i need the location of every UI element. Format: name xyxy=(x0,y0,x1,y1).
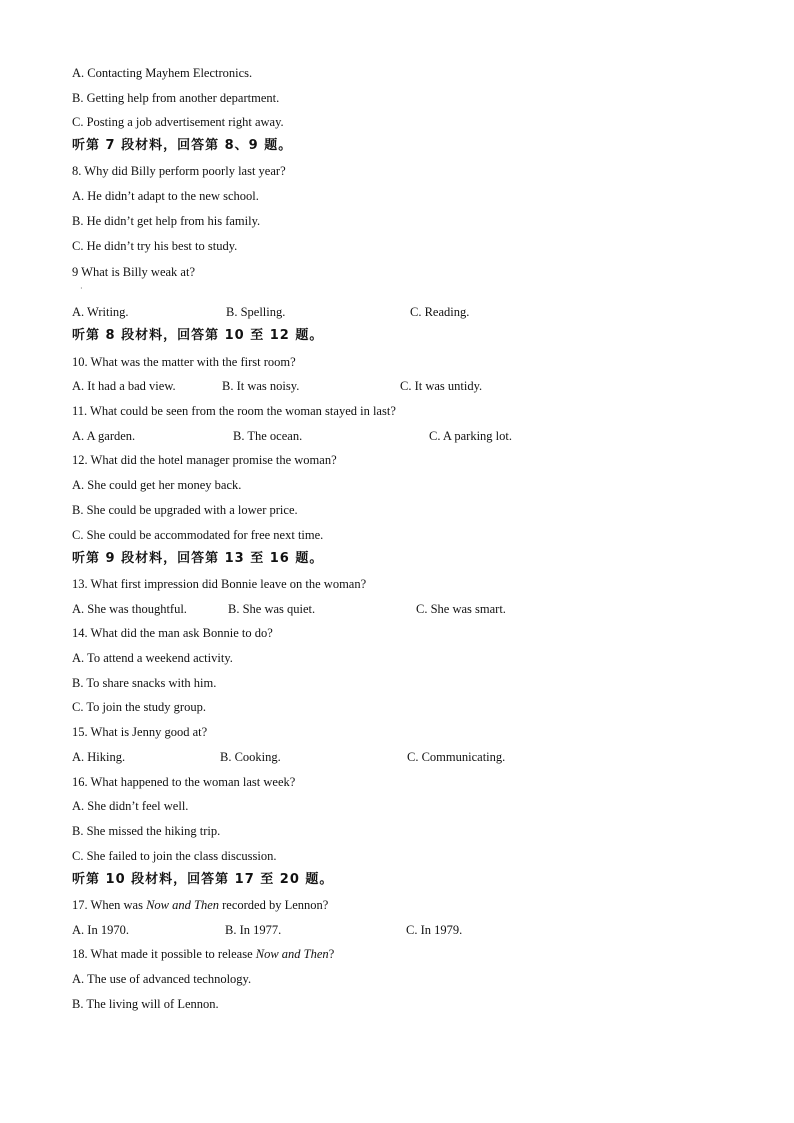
option-line: B. The living will of Lennon. xyxy=(72,997,219,1011)
option-line: B. She could be upgraded with a lower price. xyxy=(72,503,298,517)
question-13: 13. What first impression did Bonnie leave on the woman? xyxy=(72,577,367,591)
option-line: A. To attend a weekend activity. xyxy=(72,651,233,665)
section-heading: 听第 10 段材料，回答第 17 至 20 题。 xyxy=(72,872,334,887)
option-b: B. The ocean. xyxy=(233,429,303,443)
option-b: B. It was noisy. xyxy=(222,379,300,393)
question-8: 8. Why did Billy perform poorly last year? xyxy=(72,164,286,178)
option-a: A. It had a bad view. xyxy=(72,379,176,393)
section-heading: 听第 8 段材料，回答第 10 至 12 题。 xyxy=(72,328,324,343)
option-c: C. In 1979. xyxy=(406,923,463,937)
section-heading: 听第 9 段材料，回答第 13 至 16 题。 xyxy=(72,551,324,566)
option-c: C. She was smart. xyxy=(416,602,506,616)
option-line: B. To share snacks with him. xyxy=(72,676,217,690)
question-16: 16. What happened to the woman last week? xyxy=(72,775,296,789)
question-10: 10. What was the matter with the first room? xyxy=(72,355,296,369)
option-c: C. Communicating. xyxy=(407,750,506,764)
option-b: B. She was quiet. xyxy=(228,602,316,616)
option-b: B. Cooking. xyxy=(220,750,281,764)
option-line: A. She could get her money back. xyxy=(72,478,242,492)
option-line: C. He didn’t try his best to study. xyxy=(72,239,238,253)
question-text: ? xyxy=(328,947,335,961)
question-18 xyxy=(72,946,334,962)
option-line: A. Contacting Mayhem Electronics. xyxy=(72,66,253,80)
option-line: B. She missed the hiking trip. xyxy=(72,824,221,838)
question-14: 14. What did the man ask Bonnie to do? xyxy=(72,626,273,640)
option-c: C. It was untidy. xyxy=(400,379,483,393)
option-a: A. A garden. xyxy=(72,429,136,443)
option-line: C. She could be accommodated for free next time. xyxy=(72,528,324,542)
option-c: C. A parking lot. xyxy=(429,429,512,443)
question-text: recorded by Lennon? xyxy=(219,898,329,912)
question-9: 9 What is Billy weak at? xyxy=(72,265,196,279)
option-line: A. She didn’t feel well. xyxy=(72,799,189,813)
option-line: C. She failed to join the class discussion. xyxy=(72,849,277,863)
question-text: 18. What made it possible to release xyxy=(72,947,256,961)
section-heading: 听第 7 段材料，回答第 8、9 题。 xyxy=(72,138,293,153)
option-a: A. Hiking. xyxy=(72,750,126,764)
stray-mark: · xyxy=(80,284,83,293)
question-text: 17. When was xyxy=(72,898,147,912)
question-11: 11. What could be seen from the room the woman stayed in last? xyxy=(72,404,396,418)
option-line: C. Posting a job advertisement right away. xyxy=(72,115,284,129)
option-line: A. The use of advanced technology. xyxy=(72,972,252,986)
option-a: A. In 1970. xyxy=(72,923,129,937)
option-c: C. Reading. xyxy=(410,305,470,319)
option-a: A. Writing. xyxy=(72,305,129,319)
song-title: Now and Then xyxy=(255,947,329,961)
option-b: B. In 1977. xyxy=(225,923,282,937)
option-line: C. To join the study group. xyxy=(72,700,206,714)
option-line: A. He didn’t adapt to the new school. xyxy=(72,189,259,203)
option-line: B. Getting help from another department. xyxy=(72,91,280,105)
option-b: B. Spelling. xyxy=(226,305,286,319)
song-title: Now and Then xyxy=(146,898,219,912)
question-15: 15. What is Jenny good at? xyxy=(72,725,208,739)
option-line: B. He didn’t get help from his family. xyxy=(72,214,261,228)
question-17 xyxy=(72,897,328,913)
question-12: 12. What did the hotel manager promise the woman? xyxy=(72,453,337,467)
option-a: A. She was thoughtful. xyxy=(72,602,187,616)
